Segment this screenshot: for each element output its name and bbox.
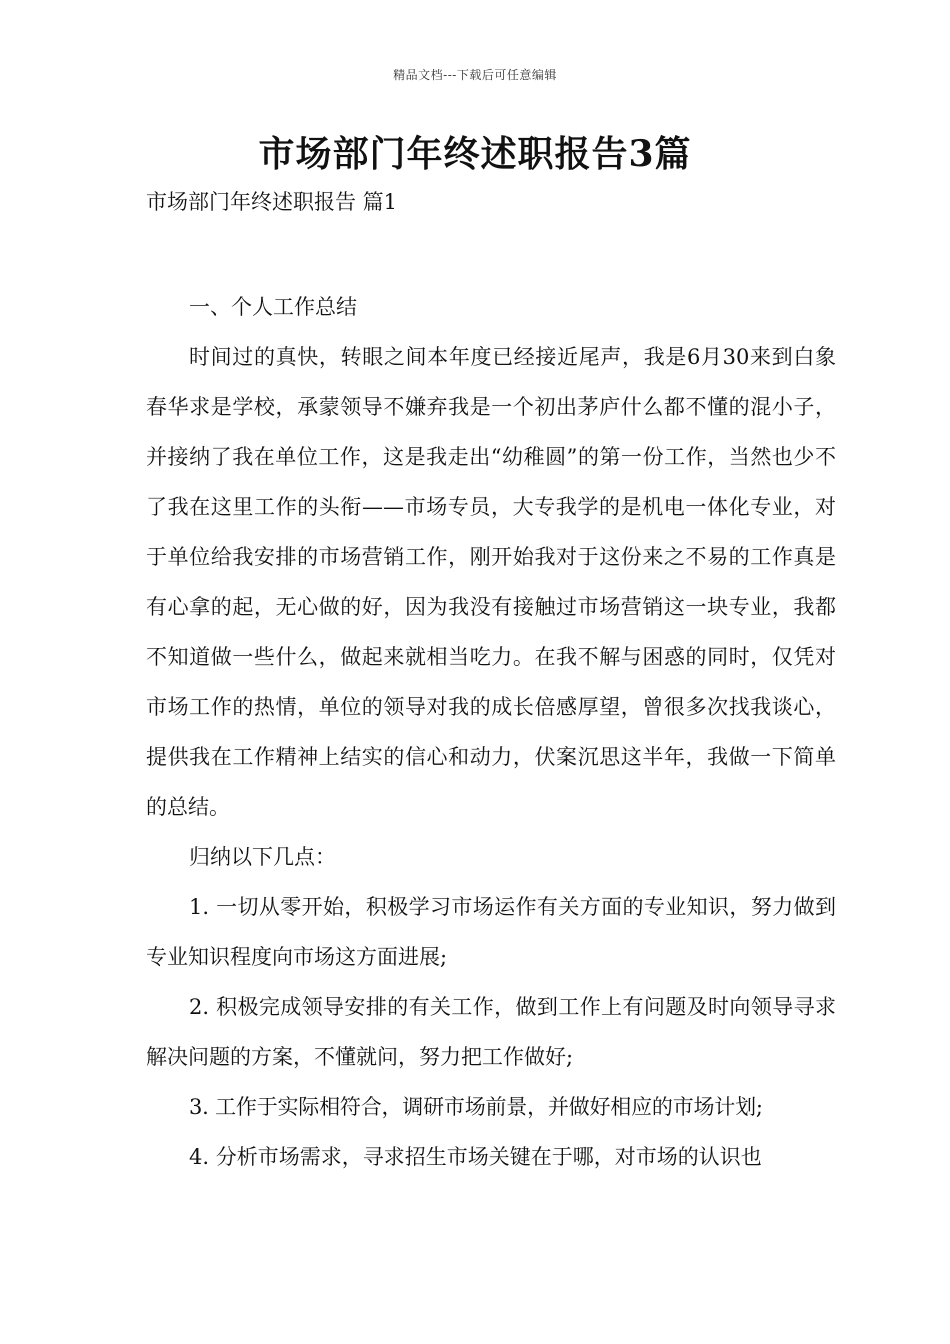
page-header: 精品文档---下载后可任意编辑 xyxy=(393,68,557,82)
document-title: 市场部门年终述职报告3篇 xyxy=(258,133,692,175)
list-item: 1. 一切从零开始，积极学习市场运作有关方面的专业知识，努力做到专业知识程度向市场这方面进展; xyxy=(146,895,836,969)
list-item: 2. 积极完成领导安排的有关工作，做到工作上有问题及时向领导寻求解决问题的方案，不懂就问，努力把工作做好; xyxy=(146,995,836,1069)
section-subtitle: 市场部门年终述职报告 篇1 xyxy=(146,190,398,214)
section-heading: 一、个人工作总结 xyxy=(189,295,357,319)
list-item: 3. 工作于实际相符合，调研市场前景，并做好相应的市场计划; xyxy=(189,1095,763,1119)
document-body xyxy=(146,282,836,1182)
list-item: 4. 分析市场需求，寻求招生市场关键在于哪，对市场的认识也 xyxy=(189,1145,762,1169)
body-paragraph: 时间过的真快，转眼之间本年度已经接近尾声，我是6月30来到白象春华求是学校，承蒙领导不嫌弃我是一个初出茅庐什么都不懂的混小子，并接纳了我在单位工作，这是我走出“幼稚圆”的第一份工作，当然也少不了我在这里工作的头衔——市场专员，大专我学的是机电一体化专业，对于单位给我安排的市场营销工作，刚开始我对于这份来之不易的工作真是有心拿的起，无心做的好，因为我没有接触过市场营销这一块专业，我都不知道做一些什么，做起来就相当吃力。在我不解与困惑的同时，仅凭对市场工作的热情，单位的领导对我的成长倍感厚望，曾很多次找我谈心，提供我在工作精神上结实的信心和动力，伏案沉思这半年，我做一下简单的总结。 xyxy=(146,345,836,819)
body-paragraph: 归纳以下几点： xyxy=(189,845,336,869)
